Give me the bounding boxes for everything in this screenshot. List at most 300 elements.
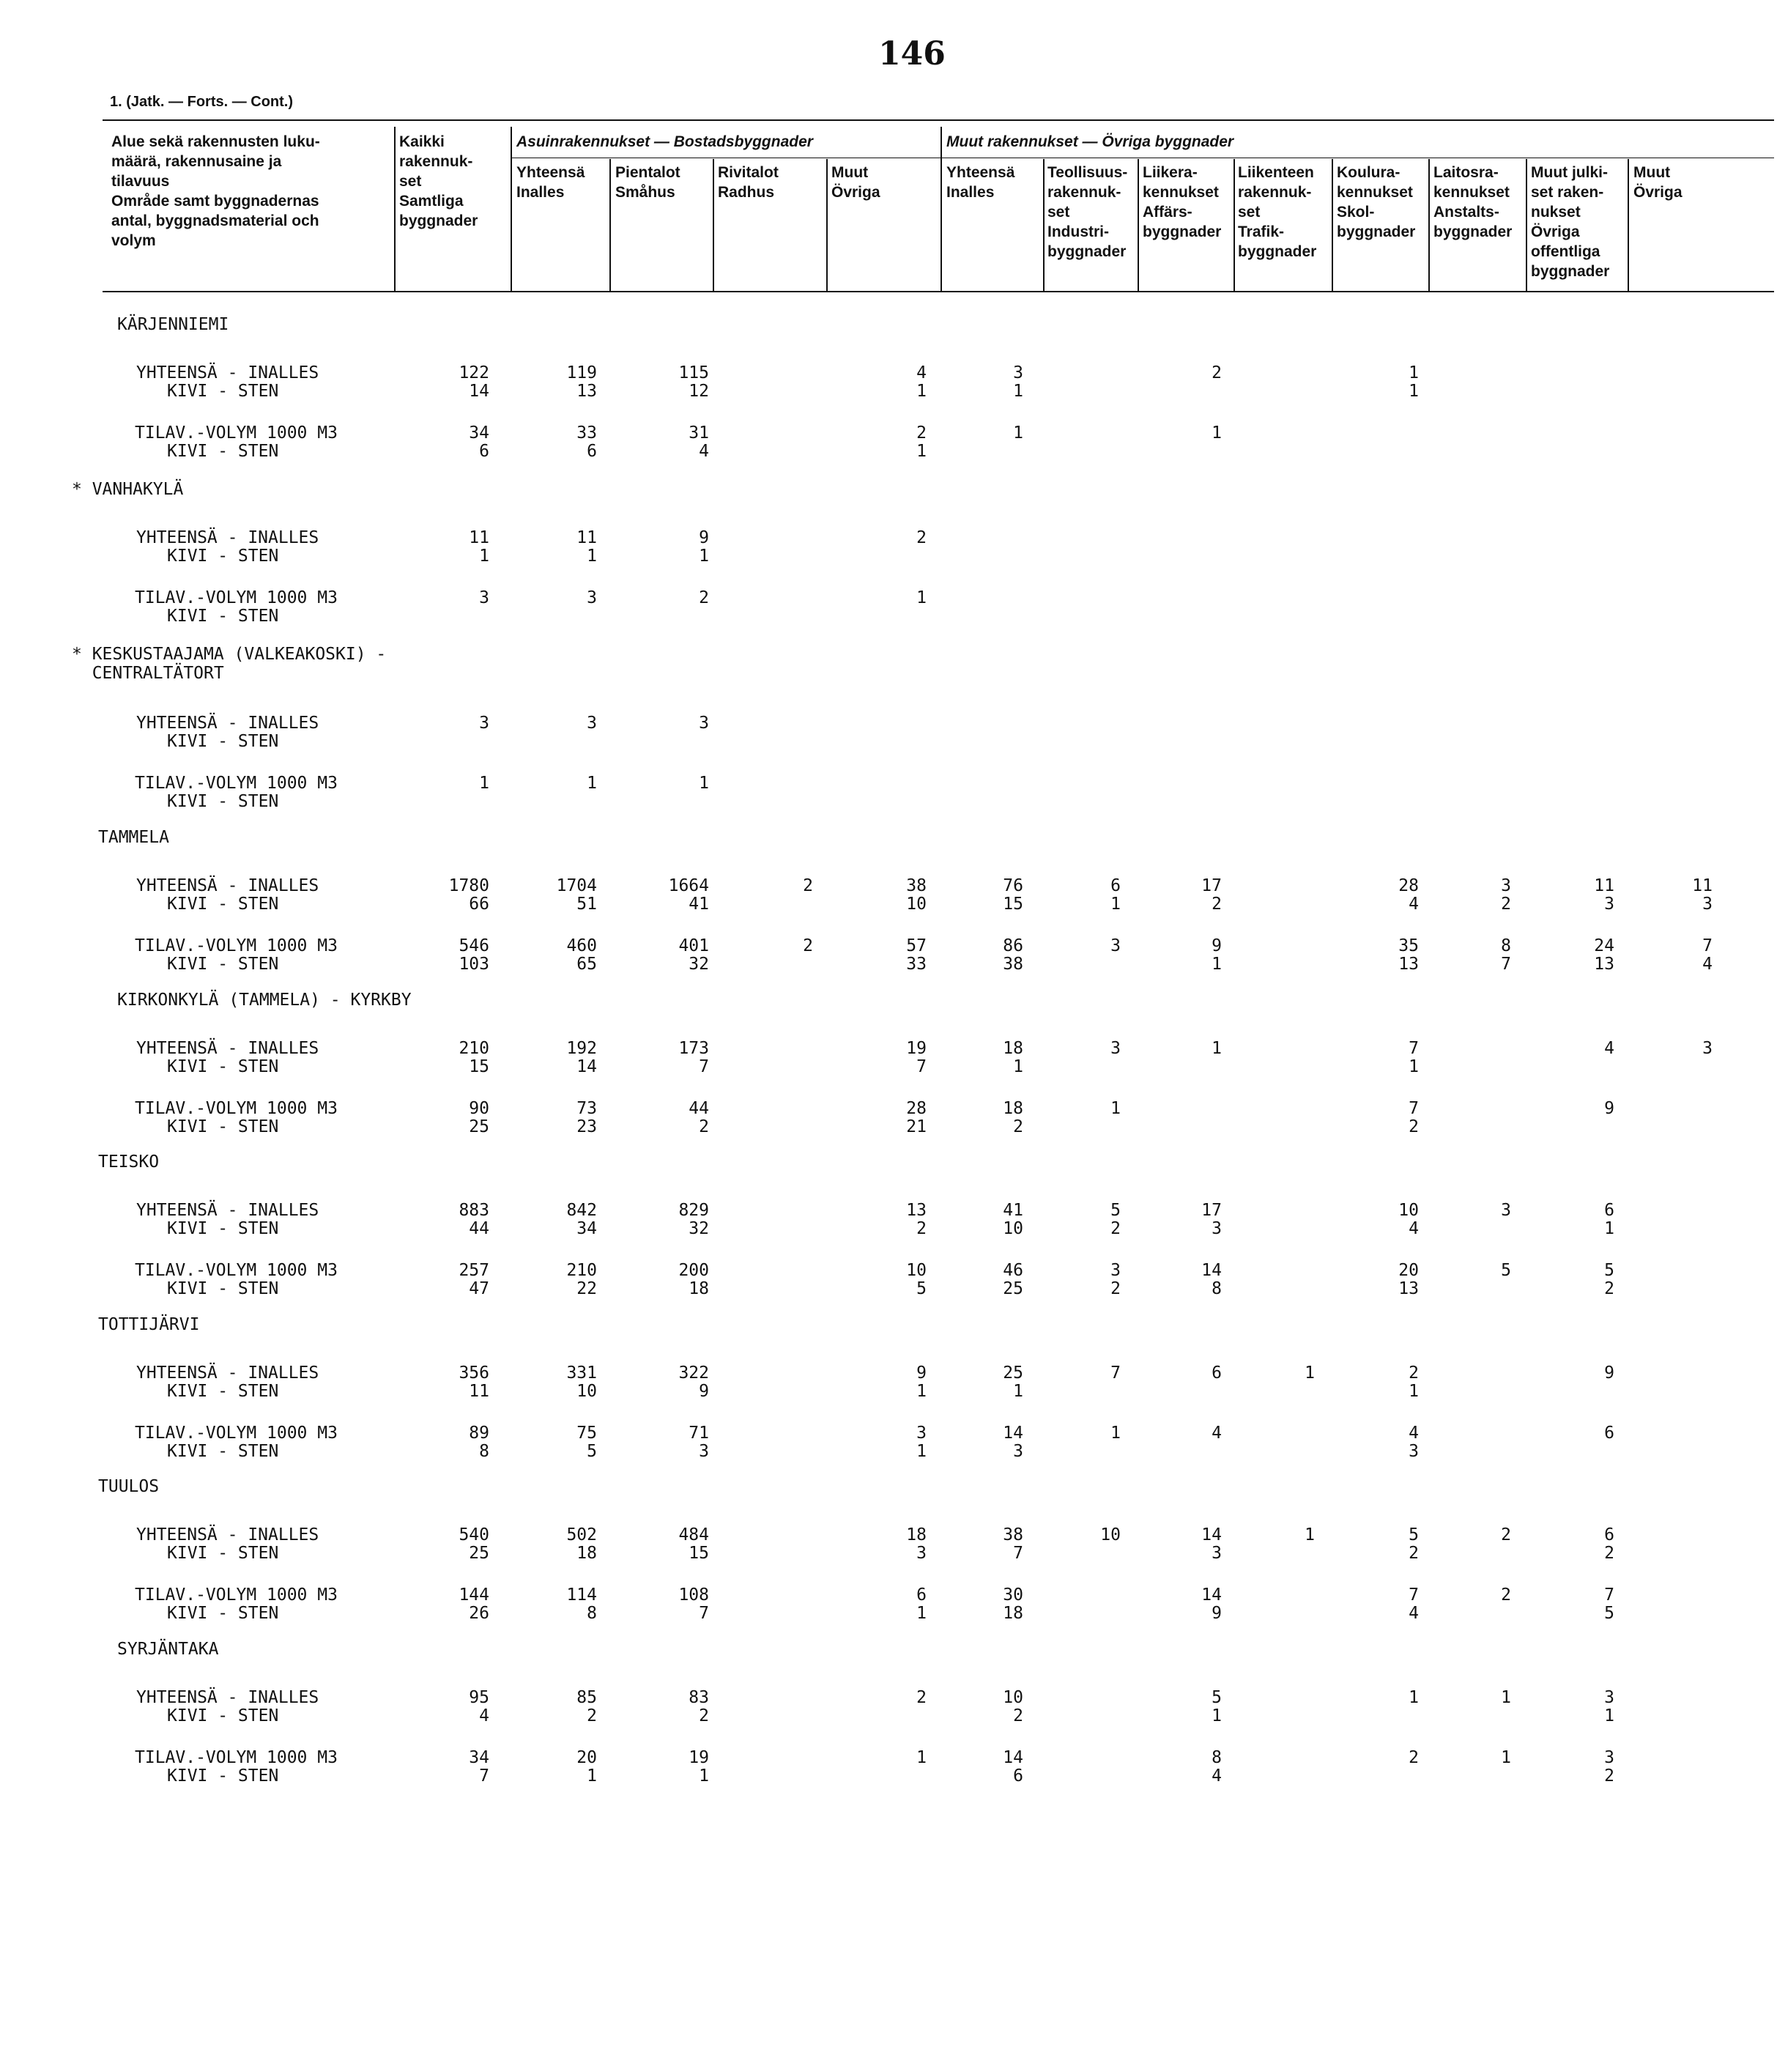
table-cell: 89 (469, 1424, 489, 1443)
column-header: Muut julki- set raken- nukset Övriga offentliga byggnader (1531, 164, 1610, 280)
table-cell: 33 (906, 955, 927, 974)
table-cell: 1 (1212, 1039, 1222, 1058)
row-label: TILAV.-VOLYM 1000 M3 (135, 423, 338, 443)
row-label: TILAV.-VOLYM 1000 M3 (135, 1261, 338, 1280)
column-header: Rivitalot Radhus (718, 164, 779, 201)
table-cell: 4 (479, 1706, 489, 1725)
table-cell: 103 (459, 955, 489, 974)
table-cell: 19 (689, 1748, 709, 1767)
area-name: * VANHAKYLÄ (72, 480, 184, 499)
table-cell: 9 (699, 1382, 709, 1401)
table-cell: 1 (1013, 423, 1023, 443)
table-cell: 3 (1110, 936, 1121, 955)
table-cell: 3 (1110, 1261, 1121, 1280)
table-cell: 5 (1110, 1201, 1121, 1220)
table-cell: 18 (906, 1525, 927, 1544)
row-label: YHTEENSÄ - INALLES (136, 714, 319, 733)
row-label: YHTEENSÄ - INALLES (136, 528, 319, 547)
row-label: KIVI - STEN (167, 442, 279, 461)
table-cell: 108 (678, 1586, 709, 1605)
table-cell: 17 (1201, 876, 1222, 895)
table-cell: 3 (1110, 1039, 1121, 1058)
table-cell: 1 (1604, 1219, 1614, 1238)
table-cell: 4 (1409, 1604, 1419, 1623)
row-label: TILAV.-VOLYM 1000 M3 (135, 1586, 338, 1605)
table-cell: 1 (587, 547, 597, 566)
table-cell: 3 (1604, 1748, 1614, 1767)
row-label: TILAV.-VOLYM 1000 M3 (135, 936, 338, 955)
table-cell: 5 (1409, 1525, 1419, 1544)
column-header: Laitosra- kennukset Anstalts- byggnader (1433, 164, 1513, 240)
table-cell: 7 (1013, 1544, 1023, 1563)
table-cell: 2 (1409, 1364, 1419, 1383)
table-cell: 28 (906, 1099, 927, 1118)
table-cell: 4 (1409, 895, 1419, 914)
table-cell: 2 (1604, 1279, 1614, 1298)
table-cell: 192 (566, 1039, 597, 1058)
table-cell: 2 (916, 1688, 927, 1707)
table-cell: 1 (916, 1748, 927, 1767)
table-cell: 1 (1305, 1364, 1315, 1383)
table-cell: 31 (689, 423, 709, 443)
area-name: KÄRJENNIEMI (117, 315, 229, 334)
table-cell: 842 (566, 1201, 597, 1220)
table-cell: 7 (1409, 1039, 1419, 1058)
table-cell: 20 (1398, 1261, 1419, 1280)
table-cell: 7 (1702, 936, 1713, 955)
column-header: Yhteensä Inalles (516, 164, 585, 201)
table-cell: 322 (678, 1364, 709, 1383)
table-cell: 4 (1702, 955, 1713, 974)
table-cell: 19 (906, 1039, 927, 1058)
table-cell: 540 (459, 1525, 489, 1544)
table-cell: 1 (587, 774, 597, 793)
table-cell: 13 (1398, 1279, 1419, 1298)
table-cell: 3 (1501, 876, 1511, 895)
table-cell: 7 (479, 1766, 489, 1786)
table-cell: 2 (1409, 1117, 1419, 1136)
table-cell: 13 (1594, 955, 1614, 974)
row-label: TILAV.-VOLYM 1000 M3 (135, 1424, 338, 1443)
table-cell: 3 (1702, 1039, 1713, 1058)
table-cell: 7 (1409, 1099, 1419, 1118)
table-cell: 356 (459, 1364, 489, 1383)
table-cell: 7 (1604, 1586, 1614, 1605)
table-cell: 15 (469, 1057, 489, 1076)
table-cell: 9 (916, 1364, 927, 1383)
row-label: KIVI - STEN (167, 382, 279, 401)
row-label: YHTEENSÄ - INALLES (136, 1364, 319, 1383)
row-label: YHTEENSÄ - INALLES (136, 1201, 319, 1220)
table-cell: 18 (576, 1544, 597, 1563)
table-cell: 17 (1201, 1201, 1222, 1220)
table-cell: 1 (1013, 382, 1023, 401)
column-header: Yhteensä Inalles (946, 164, 1015, 201)
table-cell: 2 (1604, 1766, 1614, 1786)
table-cell: 119 (566, 363, 597, 382)
table-cell: 13 (1398, 955, 1419, 974)
other-group-header: Muut rakennukset — Övriga byggnader (946, 133, 1234, 150)
table-cell: 10 (906, 1261, 927, 1280)
table-cell: 14 (576, 1057, 597, 1076)
column-header: Muut Övriga (1633, 164, 1683, 201)
table-cell: 1 (699, 547, 709, 566)
table-cell: 33 (576, 423, 597, 443)
header-top-rule (103, 119, 1774, 121)
table-cell: 4 (699, 442, 709, 461)
row-label: KIVI - STEN (167, 1604, 279, 1623)
table-cell: 2 (1212, 895, 1222, 914)
table-cell: 10 (1003, 1688, 1023, 1707)
table-cell: 4 (1409, 1219, 1419, 1238)
table-cell: 1 (1110, 895, 1121, 914)
table-cell: 22 (576, 1279, 597, 1298)
table-cell: 2 (699, 1706, 709, 1725)
row-label: YHTEENSÄ - INALLES (136, 363, 319, 382)
table-cell: 25 (1003, 1279, 1023, 1298)
table-cell: 1664 (668, 876, 709, 895)
table-cell: 23 (576, 1117, 597, 1136)
table-cell: 1 (1110, 1424, 1121, 1443)
table-cell: 1 (1409, 1382, 1419, 1401)
table-cell: 38 (1003, 955, 1023, 974)
table-cell: 2 (803, 876, 813, 895)
area-name: TOTTIJÄRVI (98, 1315, 200, 1334)
table-cell: 3 (699, 714, 709, 733)
table-cell: 10 (906, 895, 927, 914)
area-name: * KESKUSTAAJAMA (VALKEAKOSKI) - CENTRALTÄTORT (72, 645, 387, 683)
row-label: KIVI - STEN (167, 1057, 279, 1076)
row-label: KIVI - STEN (167, 955, 279, 974)
table-cell: 25 (469, 1117, 489, 1136)
table-cell: 2 (1110, 1219, 1121, 1238)
table-cell: 3 (1212, 1544, 1222, 1563)
table-cell: 6 (587, 442, 597, 461)
table-cell: 1 (916, 1382, 927, 1401)
table-cell: 1 (1013, 1382, 1023, 1401)
total-header: Kaikki rakennuk- set Samtliga byggnader (399, 133, 478, 229)
table-cell: 66 (469, 895, 489, 914)
table-cell: 200 (678, 1261, 709, 1280)
table-cell: 1 (1409, 1057, 1419, 1076)
table-cell: 2 (1212, 363, 1222, 382)
table-cell: 14 (1201, 1586, 1222, 1605)
row-label: KIVI - STEN (167, 1382, 279, 1401)
table-cell: 4 (916, 363, 927, 382)
table-cell: 5 (1604, 1261, 1614, 1280)
table-cell: 1 (916, 1442, 927, 1461)
row-label: YHTEENSÄ - INALLES (136, 1525, 319, 1544)
area-name: TEISKO (98, 1152, 160, 1172)
header-separator (511, 127, 512, 292)
table-cell: 25 (469, 1544, 489, 1563)
table-cell: 10 (576, 1382, 597, 1401)
table-cell: 14 (1003, 1424, 1023, 1443)
table-cell: 4 (1212, 1766, 1222, 1786)
row-label: KIVI - STEN (167, 607, 279, 626)
table-cell: 71 (689, 1424, 709, 1443)
table-cell: 3 (916, 1424, 927, 1443)
table-cell: 76 (1003, 876, 1023, 895)
table-cell: 1 (1501, 1688, 1511, 1707)
table-cell: 1704 (556, 876, 597, 895)
table-cell: 4 (1409, 1424, 1419, 1443)
table-cell: 44 (469, 1219, 489, 1238)
table-cell: 1 (1305, 1525, 1315, 1544)
table-cell: 75 (576, 1424, 597, 1443)
table-cell: 5 (1501, 1261, 1511, 1280)
table-cell: 2 (1013, 1117, 1023, 1136)
row-label: TILAV.-VOLYM 1000 M3 (135, 1099, 338, 1118)
row-label: KIVI - STEN (167, 1766, 279, 1786)
table-cell: 1 (1212, 955, 1222, 974)
table-cell: 34 (469, 423, 489, 443)
table-cell: 3 (587, 714, 597, 733)
table-cell: 122 (459, 363, 489, 382)
table-cell: 7 (1110, 1364, 1121, 1383)
table-cell: 90 (469, 1099, 489, 1118)
table-cell: 95 (469, 1688, 489, 1707)
table-cell: 9 (1212, 1604, 1222, 1623)
table-cell: 3 (587, 588, 597, 607)
table-cell: 1 (1212, 423, 1222, 443)
table-cell: 1 (699, 1766, 709, 1786)
table-cell: 8 (1501, 936, 1511, 955)
table-cell: 1 (1604, 1706, 1614, 1725)
stub-header: Alue sekä rakennusten luku- määrä, rakennusaine ja tilavuus Område samt byggnadernas antal, byggnadsmaterial och volym (111, 133, 320, 249)
row-label: KIVI - STEN (167, 1219, 279, 1238)
table-cell: 546 (459, 936, 489, 955)
table-cell: 1 (1501, 1748, 1511, 1767)
row-label: YHTEENSÄ - INALLES (136, 876, 319, 895)
page-number: 146 (878, 35, 946, 73)
table-cell: 14 (1201, 1261, 1222, 1280)
area-name: TUULOS (98, 1477, 160, 1496)
table-cell: 2 (699, 1117, 709, 1136)
row-label: KIVI - STEN (167, 1442, 279, 1461)
table-cell: 10 (1100, 1525, 1121, 1544)
table-cell: 7 (699, 1057, 709, 1076)
table-cell: 10 (1003, 1219, 1023, 1238)
table-cell: 114 (566, 1586, 597, 1605)
table-cell: 7 (916, 1057, 927, 1076)
area-name: SYRJÄNTAKA (117, 1640, 219, 1659)
table-cell: 6 (479, 442, 489, 461)
table-cell: 1 (1212, 1706, 1222, 1725)
table-cell: 6 (916, 1586, 927, 1605)
table-cell: 46 (1003, 1261, 1023, 1280)
table-cell: 883 (459, 1201, 489, 1220)
table-cell: 3 (479, 588, 489, 607)
table-cell: 12 (689, 382, 709, 401)
table-cell: 3 (916, 1544, 927, 1563)
table-cell: 44 (689, 1099, 709, 1118)
header-bottom-rule (103, 291, 1774, 292)
table-cell: 30 (1003, 1586, 1023, 1605)
table-cell: 10 (1398, 1201, 1419, 1220)
row-label: TILAV.-VOLYM 1000 M3 (135, 774, 338, 793)
table-cell: 9 (1604, 1099, 1614, 1118)
table-cell: 26 (469, 1604, 489, 1623)
table-cell: 85 (576, 1688, 597, 1707)
table-cell: 18 (1003, 1039, 1023, 1058)
area-name: TAMMELA (98, 828, 169, 847)
area-name: KIRKONKYLÄ (TAMMELA) - KYRKBY (117, 991, 412, 1010)
table-cell: 9 (1212, 936, 1222, 955)
table-cell: 2 (916, 1219, 927, 1238)
table-cell: 1780 (448, 876, 489, 895)
table-cell: 7 (1409, 1586, 1419, 1605)
table-cell: 11 (469, 528, 489, 547)
table-cell: 28 (1398, 876, 1419, 895)
row-label: KIVI - STEN (167, 895, 279, 914)
table-cell: 1 (699, 774, 709, 793)
table-cell: 3 (479, 714, 489, 733)
table-cell: 257 (459, 1261, 489, 1280)
table-cell: 4 (1212, 1424, 1222, 1443)
table-cell: 11 (1594, 876, 1614, 895)
table-cell: 41 (1003, 1201, 1023, 1220)
table-cell: 57 (906, 936, 927, 955)
table-cell: 51 (576, 895, 597, 914)
table-cell: 502 (566, 1525, 597, 1544)
table-cell: 73 (576, 1099, 597, 1118)
table-cell: 3 (1501, 1201, 1511, 1220)
table-cell: 2 (1604, 1544, 1614, 1563)
table-cell: 210 (459, 1039, 489, 1058)
residential-group-header: Asuinrakennukset — Bostadsbyggnader (516, 133, 813, 150)
row-label: TILAV.-VOLYM 1000 M3 (135, 1748, 338, 1767)
row-label: KIVI - STEN (167, 1117, 279, 1136)
table-cell: 35 (1398, 936, 1419, 955)
table-cell: 5 (916, 1279, 927, 1298)
table-cell: 144 (459, 1586, 489, 1605)
table-caption: 1. (Jatk. — Forts. — Cont.) (110, 94, 294, 110)
table-cell: 41 (689, 895, 709, 914)
table-cell: 47 (469, 1279, 489, 1298)
table-cell: 2 (1013, 1706, 1023, 1725)
table-cell: 1 (1409, 382, 1419, 401)
table-cell: 1 (1110, 1099, 1121, 1118)
table-cell: 18 (1003, 1099, 1023, 1118)
table-cell: 2 (699, 588, 709, 607)
table-cell: 1 (916, 1604, 927, 1623)
table-cell: 20 (576, 1748, 597, 1767)
table-cell: 173 (678, 1039, 709, 1058)
table-cell: 2 (587, 1706, 597, 1725)
table-cell: 6 (1604, 1525, 1614, 1544)
table-cell: 3 (1702, 895, 1713, 914)
table-cell: 14 (1003, 1748, 1023, 1767)
table-cell: 13 (576, 382, 597, 401)
table-cell: 2 (916, 423, 927, 443)
row-label: KIVI - STEN (167, 1706, 279, 1725)
table-cell: 2 (1501, 1525, 1511, 1544)
table-cell: 86 (1003, 936, 1023, 955)
table-cell: 115 (678, 363, 709, 382)
table-cell: 8 (479, 1442, 489, 1461)
table-cell: 9 (699, 528, 709, 547)
table-cell: 331 (566, 1364, 597, 1383)
table-cell: 25 (1003, 1364, 1023, 1383)
table-cell: 34 (576, 1219, 597, 1238)
table-cell: 9 (1604, 1364, 1614, 1383)
table-cell: 2 (803, 936, 813, 955)
table-cell: 1 (479, 547, 489, 566)
table-cell: 6 (1604, 1424, 1614, 1443)
table-cell: 32 (689, 955, 709, 974)
table-cell: 83 (689, 1688, 709, 1707)
table-cell: 65 (576, 955, 597, 974)
table-cell: 2 (1409, 1544, 1419, 1563)
table-cell: 2 (1501, 1586, 1511, 1605)
table-cell: 11 (576, 528, 597, 547)
table-cell: 3 (1013, 1442, 1023, 1461)
row-label: KIVI - STEN (167, 1544, 279, 1563)
table-cell: 15 (689, 1544, 709, 1563)
table-cell: 3 (1212, 1219, 1222, 1238)
table-cell: 8 (1212, 1279, 1222, 1298)
table-cell: 38 (906, 876, 927, 895)
table-cell: 8 (1212, 1748, 1222, 1767)
table-cell: 3 (699, 1442, 709, 1461)
table-cell: 14 (1201, 1525, 1222, 1544)
row-label: KIVI - STEN (167, 792, 279, 811)
table-cell: 1 (916, 382, 927, 401)
column-header: Koulura- kennukset Skol- byggnader (1337, 164, 1416, 240)
header-separator (394, 127, 396, 292)
table-cell: 5 (1212, 1688, 1222, 1707)
table-cell: 2 (1501, 895, 1511, 914)
column-header: Muut Övriga (831, 164, 880, 201)
table-cell: 32 (689, 1219, 709, 1238)
table-cell: 210 (566, 1261, 597, 1280)
table-cell: 6 (1212, 1364, 1222, 1383)
column-header: Liikera- kennukset Affärs- byggnader (1143, 164, 1222, 240)
table-cell: 484 (678, 1525, 709, 1544)
table-cell: 401 (678, 936, 709, 955)
table-cell: 829 (678, 1201, 709, 1220)
table-cell: 15 (1003, 895, 1023, 914)
table-cell: 6 (1604, 1201, 1614, 1220)
table-cell: 2 (916, 528, 927, 547)
table-cell: 7 (1501, 955, 1511, 974)
row-label: KIVI - STEN (167, 732, 279, 751)
table-cell: 1 (1409, 363, 1419, 382)
column-header: Teollisuus- rakennuk- set Industri- byggnader (1047, 164, 1128, 260)
table-cell: 1 (587, 1766, 597, 1786)
table-cell: 11 (469, 1382, 489, 1401)
table-cell: 6 (1110, 876, 1121, 895)
table-cell: 3 (1409, 1442, 1419, 1461)
table-cell: 38 (1003, 1525, 1023, 1544)
table-cell: 21 (906, 1117, 927, 1136)
row-label: YHTEENSÄ - INALLES (136, 1688, 319, 1707)
table-cell: 5 (587, 1442, 597, 1461)
table-cell: 34 (469, 1748, 489, 1767)
table-cell: 1 (1409, 1688, 1419, 1707)
table-cell: 18 (689, 1279, 709, 1298)
table-cell: 5 (1604, 1604, 1614, 1623)
table-cell: 1 (916, 442, 927, 461)
table-cell: 460 (566, 936, 597, 955)
table-cell: 6 (1013, 1766, 1023, 1786)
table-cell: 8 (587, 1604, 597, 1623)
row-label: KIVI - STEN (167, 1279, 279, 1298)
table-cell: 7 (699, 1604, 709, 1623)
row-label: TILAV.-VOLYM 1000 M3 (135, 588, 338, 607)
table-cell: 18 (1003, 1604, 1023, 1623)
